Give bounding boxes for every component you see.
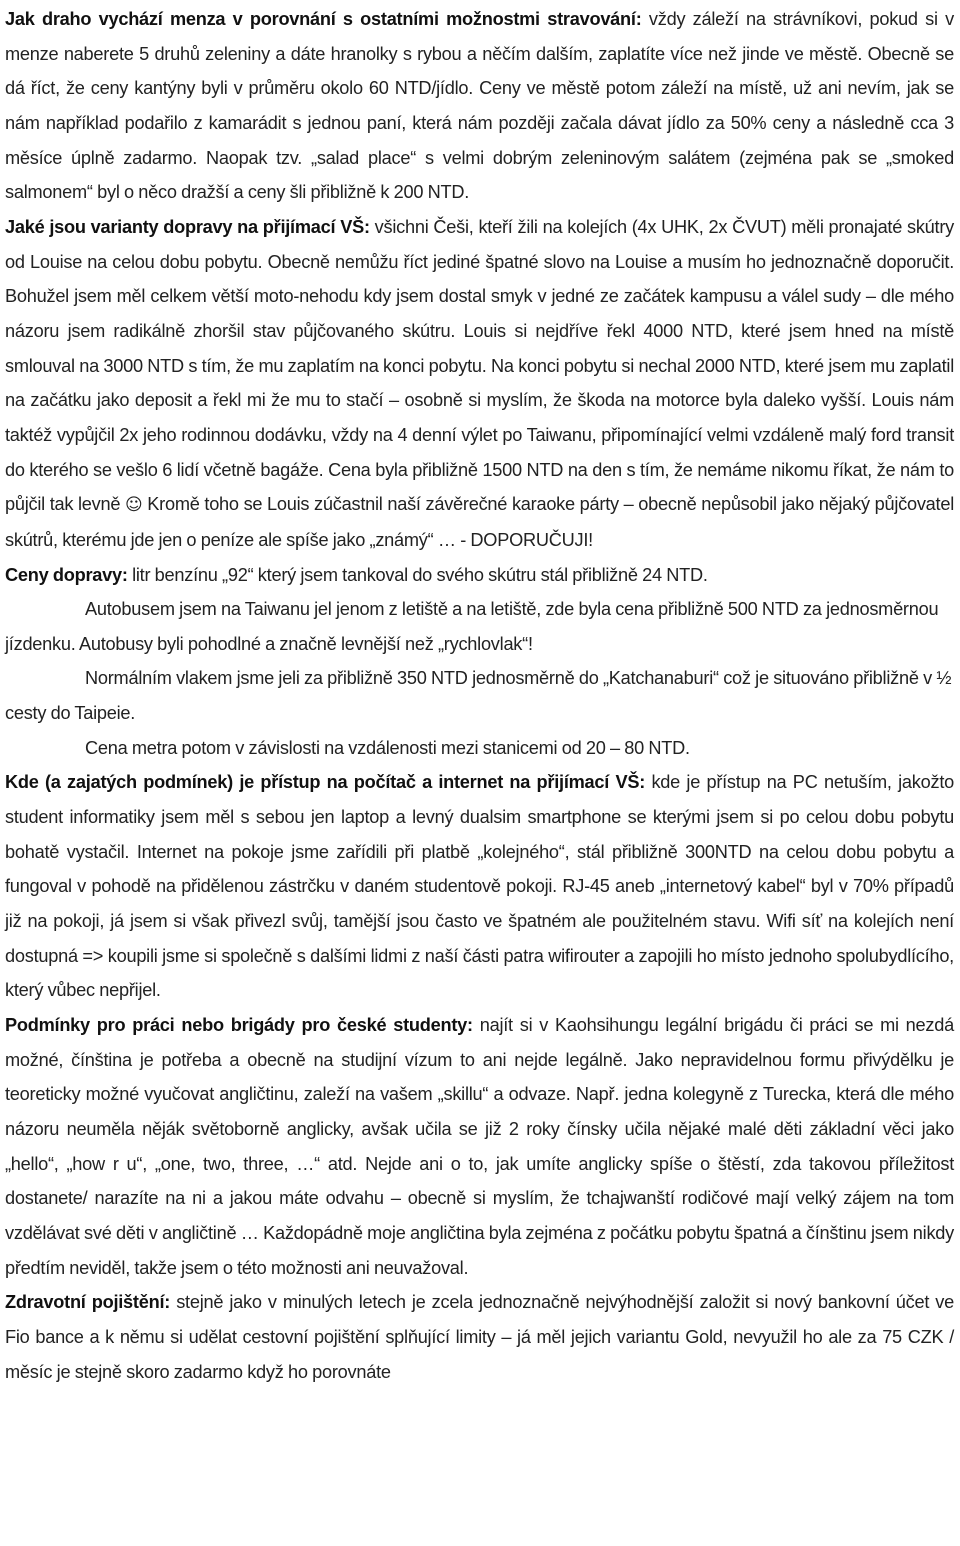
text-train: Normálním vlakem jsme jeli za přibližně 350 NTD jednosměrně do „Katchanaburi“ což je situováno přibližně v ½ cesty do Taipeie. <box>5 668 952 724</box>
paragraph-bus <box>5 592 954 661</box>
paragraph-transport-prices <box>5 558 954 593</box>
text-internet: kde je přístup na PC netuším, jakožto student informatiky jsem měl s sebou jen laptop a levný dualsim smartphone se kterými jsem si po celou dobu pobytu bohatě vystačil. Internet na pokoje jsme zařídili při platbě „kolejného“, stál přibližně 300NTD na celou dobu pobytu a fungoval v pohodě na přidělenou zástrčku v daném studentově pokoji. RJ-45 aneb „internetový kabel“ byl v 70% případů již na pokoji, já jsem si však přivezl svůj, tamější jsou často ve špatném ale použitelném stavu. Wifi síť na kolejích není dostupná => koupili jsme si společně s dalšími lidmi z naší části patra wifirouter a zapojili ho místo jednoho spolubydlícího, který vůbec nepřijel. <box>5 772 954 1001</box>
text-metro: Cena metra potom v závislosti na vzdálenosti mezi stanicemi od 20 – 80 NTD. <box>85 737 690 758</box>
paragraph-insurance <box>5 1285 954 1389</box>
paragraph-canteen-prices <box>5 2 954 210</box>
heading-canteen-prices: Jak draho vychází menza v porovnání s ostatními možnostmi stravování: <box>5 9 642 29</box>
heading-transport-options: Jaké jsou varianty dopravy na přijímací VŠ: <box>5 216 370 237</box>
text-work: najít si v Kaohsihungu legální brigádu či práci se mi nezdá možné, čínština je potřeba a obecně na studijní vízum to ani nejde legálně. Jako nepravidelnou formu přivýdělku je teoreticky možné vyučovat angličtinu, zaleží na vašem „skillu“ a odvaze. Např. jedna kolegyně z Turecka, která dle mého názoru neuměla něják světoborně anglicky, avšak učila se již 2 roky čínsky učila nějaké malé děti základní věci jako „hello“, „how r u“, „one, two, three, …“ atd. Nejde ani o to, jak umíte anglicky spíše o štěstí, zda takovou příležitost dostanete/ narazíte na ni a jakou máte odvahu – obecně si myslím, že tchajwanští rodičové mají velký zájem na tom vzdělávat své děti v angličtině … Každopádně moje angličtina byla zejména z počátku pobytu špatná a čínštinu jsem nikdy předtím neviděl, takže jsem o této možnosti ani neuvažoval. <box>5 1015 954 1278</box>
heading-internet: Kde (a zajatých podmínek) je přístup na počítač a internet na přijímací VŠ: <box>5 772 646 793</box>
heading-insurance: Zdravotní pojištění: <box>5 1292 171 1313</box>
paragraph-train <box>5 661 954 730</box>
heading-transport-prices: Ceny dopravy: <box>5 564 128 585</box>
heading-work: Podmínky pro práci nebo brigády pro české studenty: <box>5 1015 473 1036</box>
text-transport-options-2: Kromě toho se Louis zúčastnil naší závěrečné karaoke párty – obecně nepůsobil jako nějaký půjčovatel skútrů, kterému jde jen o peníze ale spíše jako „známý“ … - DOPORUČUJI! <box>5 494 954 550</box>
paragraph-work <box>5 1008 954 1285</box>
text-transport-options-1: všichni Češi, kteří žili na kolejích (4x UHK, 2x ČVUT) měli pronajaté skútry od Louise na celou dobu pobytu. Obecně nemůžu říct jediné špatné slovo na Louise a musím ho jednoznačně doporučit. Bohužel jsem měl celkem větší moto-nehodu kdy jsem dostal smyk v jedné ze začátek kampusu a válel sudy – dle mého názoru jsem radikálně zhoršil stav půjčovaného skútru. Louis si nejdříve řekl 4000 NTD, které jsem hned na místě smlouval na 3000 NTD s tím, že mu zaplatím na konci pobytu. Na konci pobytu si nechal 2000 NTD, které jsem mu zaplatil na začátku jako deposit a řekl mi že mu to stačí – osobně si myslím, že škoda na motorce byla daleko vyšší. Louis nám taktéž vypůjčil 2x jeho rodinnou dodávku, vždy na 4 denní výlet po Taiwanu, připomínající velmi vzdáleně malý ford transit do kterého se vešlo 6 lidí včetně bagáže. Cena byla přibližně 1500 NTD na den s tím, že nemáme nikomu říkat, že nám to půjčil tak levně <box>5 216 954 515</box>
text-transport-prices: litr benzínu „92“ který jsem tankoval do svého skútru stál přibližně 24 NTD. <box>127 564 708 585</box>
paragraph-internet <box>5 765 954 1008</box>
text-bus: Autobusem jsem na Taiwanu jel jenom z letiště a na letiště, zde byla cena přibližně 500 NTD za jednosměrnou jízdenku. Autobusy byli pohodlné a značně levnější než „rychlovlak“! <box>5 599 939 654</box>
smiley-icon: ☺ <box>125 495 143 516</box>
paragraph-transport-options <box>5 210 954 558</box>
paragraph-metro <box>5 731 954 766</box>
text-canteen-prices: vždy záleží na strávníkovi, pokud si v menze naberete 5 druhů zeleniny a dáte hranolky s rybou a něčím dalším, zaplatíte více než jinde ve městě. Obecně se dá říct, že ceny kantýny byli v průměru okolo 60 NTD/jídlo. Ceny ve městě potom záleží na místě, už ani nevím, jak se nám například podařilo z kamarádit s jednou paní, která nám později začala dávat jídlo za 50% ceny a následně cca 3 měsíce úplně zadarmo. Naopak tzv. „salad place“ s velmi dobrým zeleninovým salátem (zejména pak se „smoked salmonem“ byl o něco dražší a ceny šli přibližně k 200 NTD. <box>5 9 955 203</box>
text-insurance: stejně jako v minulých letech je zcela jednoznačně nejvýhodnější založit si nový bankovní účet ve Fio bance a k němu si udělat cestovní pojištění splňující limity – já měl jejich variantu Gold, nevyužil ho ale za 75 CZK / měsíc je stejně skoro zadarmo když ho porovnáte <box>5 1292 955 1382</box>
